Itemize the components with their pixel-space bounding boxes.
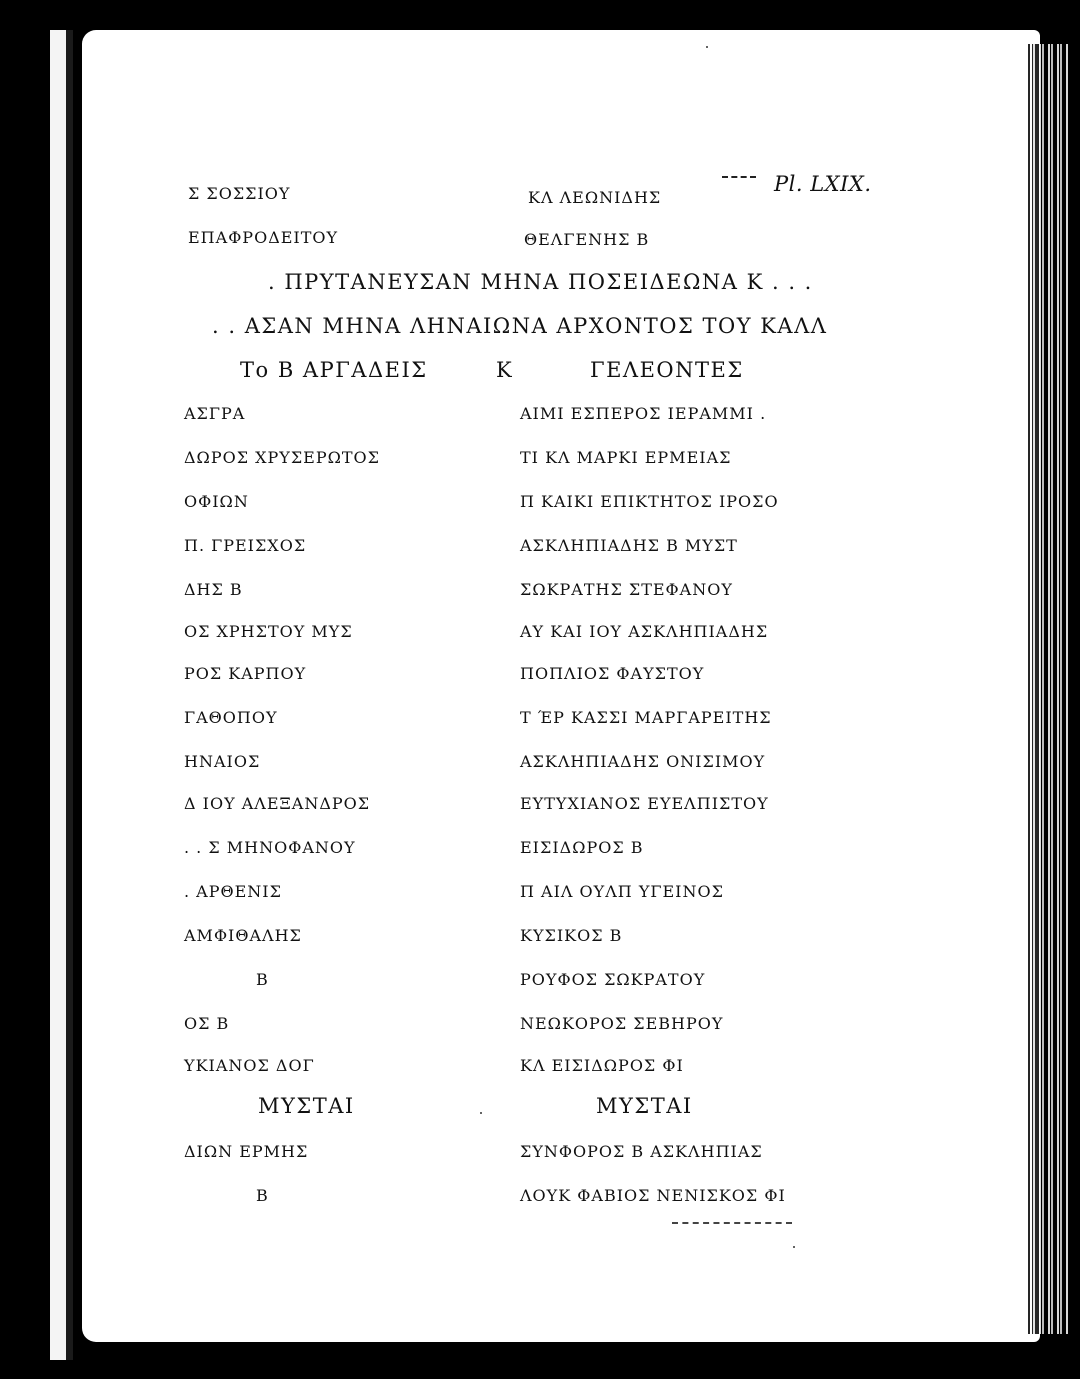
heading-prytaneusan: . ΠΡΥΤΑΝΕΥΣΑΝ ΜΗΝΑ ΠΟΣΕΙΔΕΩΝΑ Κ . . .: [268, 270, 813, 294]
page-edge-stack: [1028, 44, 1068, 1334]
row-right-name: ΤΙ ΚΛ ΜΑΡΚΙ ΕΡΜΕΙΑΣ: [520, 448, 732, 467]
header-right-2: ΘΕΛΓΕΝΗΣ Β: [524, 230, 650, 249]
row-left-name: ΟΣ Β: [184, 1014, 230, 1033]
row-right-name: Τ ΈΡ ΚΑΣΣΙ ΜΑΡΓΑΡΕΙΤΗΣ: [520, 708, 772, 727]
speck: [706, 46, 708, 48]
row-right-name: ΕΥΤΥΧΙΑΝΟΣ ΕΥΕΛΠΙΣΤΟΥ: [520, 794, 769, 813]
row-left-name: ΡΟΣ ΚΑΡΠΟΥ: [184, 664, 307, 683]
header-left-1: Σ ΣΟΣΣΙΟΥ: [188, 184, 291, 203]
row-right-name: ΠΟΠΛΙΟΣ ΦΑΥΣΤΟΥ: [520, 664, 705, 683]
row-right-name: Π ΚΑΙΚΙ ΕΠΙΚΤΗΤΟΣ ΙΡΟΣΟ: [520, 492, 779, 511]
row-right-name: ΣΩΚΡΑΤΗΣ ΣΤΕΦΑΝΟΥ: [520, 580, 733, 599]
speck: [793, 1246, 795, 1248]
row-left-name: ΗΝΑΙΟΣ: [184, 752, 261, 771]
row-left-name: ΔΙΩΝ ΕΡΜΗΣ: [184, 1142, 309, 1161]
tribe-argadeis: Το Β ΑΡΓΑΔΕΙΣ: [240, 358, 428, 382]
row-right-name: ΛΟΥΚ ΦΑΒΙΟΣ ΝΕΝΙΣΚΟΣ ΦΙ: [520, 1186, 786, 1205]
row-left-name: Β: [256, 970, 269, 989]
header-right-1: ΚΛ ΛΕΩΝΙΔΗΣ: [528, 188, 662, 207]
plate-label: Pl. LXIX.: [774, 172, 872, 196]
plate-dash: [722, 176, 756, 180]
row-right-name: ΑΣΚΛΗΠΙΑΔΗΣ Β ΜΥΣΤ: [520, 536, 738, 555]
row-right-name: ΣΥΝΦΟΡΟΣ Β ΑΣΚΛΗΠΙΑΣ: [520, 1142, 763, 1161]
row-right-name: ΡΟΥΦΟΣ ΣΩΚΡΑΤΟΥ: [520, 970, 706, 989]
row-right-name: ΑΥ ΚΑΙ ΙΟΥ ΑΣΚΛΗΠΙΑΔΗΣ: [520, 622, 769, 641]
row-right-name: ΑΙΜΙ ΕΣΠΕΡΟΣ ΙΕΡΑΜΜΙ .: [520, 404, 767, 423]
row-left-name: ΑΣΓΡΑ: [184, 404, 246, 423]
row-left-name: ΟΦΙΩΝ: [184, 492, 249, 511]
row-left-name: ΜΥΣΤΑΙ: [258, 1094, 355, 1118]
tribe-separator: Κ: [496, 358, 514, 382]
row-right-name: ΚΛ ΕΙΣΙΔΩΡΟΣ ΦΙ: [520, 1056, 684, 1075]
row-right-name: ΝΕΩΚΟΡΟΣ ΣΕΒΗΡΟΥ: [520, 1014, 724, 1033]
row-left-name: ΟΣ ΧΡΗΣΤΟΥ ΜΥΣ: [184, 622, 353, 641]
row-left-name: ΑΜΦΙΘΑΛΗΣ: [184, 926, 302, 945]
tribe-geleontes: ΓΕΛΕΟΝΤΕΣ: [590, 358, 744, 382]
speck: [480, 1112, 482, 1114]
book-spine-shadow: [66, 30, 73, 1360]
row-left-name: . . Σ ΜΗΝΟΦΑΝΟΥ: [184, 838, 356, 857]
row-left-name: Δ ΙΟΥ ΑΛΕΞΑΝΔΡΟΣ: [184, 794, 371, 813]
row-right-name: ΜΥΣΤΑΙ: [596, 1094, 693, 1118]
row-right-name: ΑΣΚΛΗΠΙΑΔΗΣ ΟΝΙΣΙΜΟΥ: [520, 752, 766, 771]
row-right-name: ΕΙΣΙΔΩΡΟΣ Β: [520, 838, 644, 857]
row-left-name: ΥΚΙΑΝΟΣ ΔΟΓ: [184, 1056, 315, 1075]
row-left-name: Π. ΓΡΕΙΣΧΟΣ: [184, 536, 307, 555]
row-left-name: ΔΗΣ Β: [184, 580, 243, 599]
bottom-rule: [672, 1222, 792, 1224]
row-left-name: ΓΑΘΟΠΟΥ: [184, 708, 278, 727]
header-left-2: ΕΠΑΦΡΟΔΕΙΤΟΥ: [188, 228, 339, 247]
row-left-name: Β: [256, 1186, 269, 1205]
row-left-name: . ΑΡΘΕΝΙΣ: [184, 882, 282, 901]
heading-archontos: . . ΑΣΑΝ ΜΗΝΑ ΛΗΝΑΙΩΝΑ ΑΡΧΟΝΤΟΣ ΤΟΥ ΚΑΛΛ: [212, 314, 828, 338]
row-right-name: ΚΥΣΙΚΟΣ Β: [520, 926, 623, 945]
row-left-name: ΔΩΡΟΣ ΧΡΥΣΕΡΩΤΟΣ: [184, 448, 380, 467]
row-right-name: Π ΑΙΛ ΟΥΛΠ ΥΓΕΙΝΟΣ: [520, 882, 724, 901]
